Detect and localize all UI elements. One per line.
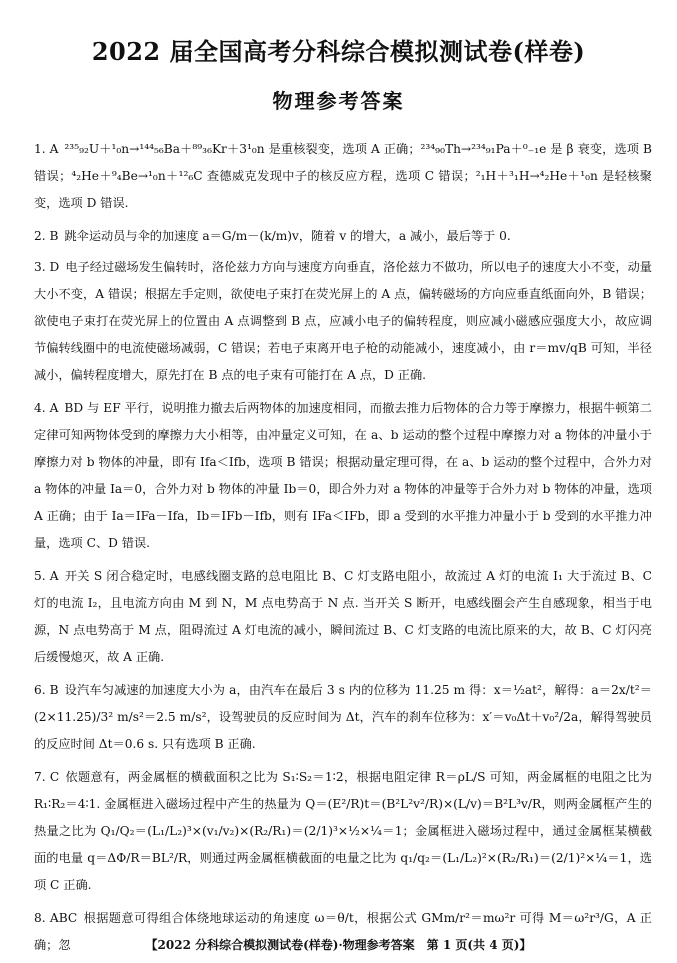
answer-item xyxy=(34,254,652,389)
answer-item xyxy=(34,223,652,250)
answer-text: ²³⁵₉₂U＋¹₀n→¹⁴⁴₅₆Ba＋⁸⁹₃₆Kr＋3¹₀n 是重核裂变，选项 A 正确；²³⁴₉₀Th→²³⁴₉₁Pa＋⁰₋₁e 是 β 衰变，选项 B 错误；⁴₂He＋⁹₄Be→¹₀n＋¹²₆C 查德威克发现中子的核反应方程，选项 C 错误；²₁H＋³₁H→⁴₂He＋¹₀n 是轻核聚变，选项 D 错误. xyxy=(34,142,652,210)
answer-item xyxy=(34,563,652,671)
answer-text: 电子经过磁场发生偏转时，洛伦兹力方向与速度方向垂直，洛伦兹力不做功，所以电子的速度大小不变，动量大小不变，A 错误；根据左手定则，欲使电子束打在荧光屏上的 A 点，偏转磁场的方向应垂直纸面向外，B 错误；欲使电子束打在荧光屏上的位置由 A 点调整到 B 点，应减小电子的偏转程度，则应减小磁感应强度大小，故应调节偏转线圈中的电流使磁场减弱，C 错误；若电子束离开电子枪的动能减小，速度减小，由 r＝mv/qB 可知，半径减小，偏转程度增大，原先打在 B 点的电子束有可能打在 A 点，D 正确. xyxy=(34,260,652,382)
answer-text: 设汽车匀减速的加速度大小为 a，由汽车在最后 3 s 内的位移为 11.25 m 得：x＝½at²，解得：a＝2x/t²＝(2×11.25)/3² m/s²＝2.5 m/s²，设驾驶员的反应时间为 Δt，汽车的刹车位移为：x′＝v₀Δt＋v₀²/2a，解得驾驶员的反应时间 Δt＝0.6 s. 只有选项 B 正确. xyxy=(34,683,652,751)
answer-item xyxy=(34,677,652,758)
answer-list xyxy=(34,136,652,959)
answer-item xyxy=(34,764,652,899)
answer-item xyxy=(34,136,652,217)
page-subtitle: 物理参考答案 xyxy=(272,89,405,113)
answer-item xyxy=(34,395,652,557)
answer-text: 跳伞运动员与伞的加速度 a＝G/m－(k/m)v，随着 v 的增大，a 减小，最后等于 0. xyxy=(64,229,511,243)
answer-number: 4. A xyxy=(34,401,59,415)
answer-number: 2. B xyxy=(34,229,59,243)
answer-number: 6. B xyxy=(34,683,59,697)
answer-number: 7. C xyxy=(34,770,60,784)
page-title: 2022 届全国高考分科综合模拟测试卷(样卷) xyxy=(91,37,586,66)
answer-text: 根据题意可得组合体绕地球运动的角速度 ω＝θ/t，根据公式 GMm/r²＝mω²r 可得 M＝ω²r³/G，A 正确；忽 xyxy=(34,911,652,952)
answer-number: 1. A xyxy=(34,142,59,156)
answer-number: 5. A xyxy=(34,569,59,583)
answer-text: 依题意有，两金属框的横截面积之比为 S₁∶S₂＝1∶2，根据电阻定律 R＝ρL/S 可知，两金属框的电阻之比为 R₁∶R₂＝4∶1. 金属框进入磁场过程中产生的热量为 Q＝(E²/R)t＝(B²L²v²/R)×(L/v)＝B²L³v/R，则两金属框产生的热量之比为 Q₁/Q₂＝(L₁/L₂)³×(v₁/v₂)×(R₂/R₁)＝(2/1)³×½×¼＝1；金属框进入磁场过程中，通过金属框某横截面的电量 q＝ΔΦ/R＝BL²/R，则通过两金属框横截面的电量之比为 q₁/q₂＝(L₁/L₂)²×(R₂/R₁)＝(2/1)²×¼＝1，选项 C 正确. xyxy=(34,770,652,892)
answer-number: 3. D xyxy=(34,260,60,274)
answer-text: BD 与 EF 平行，说明推力撤去后两物体的加速度相同，而撤去推力后物体的合力等于摩擦力，根据牛顿第二定律可知两物体受到的摩擦力大小相等，由冲量定义可知，在 a、b 运动的整个过程中摩擦力对 a 物体的冲量小于摩擦力对 b 物体的冲量，即有 Ifa＜Ifb，选项 B 错误；根据动量定理可得，在 a、b 运动的整个过程中，合外力对 a 物体的冲量 Ia＝0，合外力对 b 物体的冲量 Ib＝0，即合外力对 a 物体的冲量等于合外力对 b 物体的冲量，选项 A 正确；由于 Ia＝IFa－Ifa，Ib＝IFb－Ifb，则有 IFa＜IFb，即 a 受到的水平推力冲量小于 b 受到的水平推力冲量，选项 C、D 错误. xyxy=(34,401,652,550)
page-footer: 【2022 分科综合模拟测试卷(样卷)·物理参考答案 第 1 页(共 4 页)】 xyxy=(145,938,532,952)
answer-number: 8. ABC xyxy=(34,911,78,925)
answer-text: 开关 S 闭合稳定时，电感线圈支路的总电阻比 B、C 灯支路电阻小，故流过 A 灯的电流 I₁ 大于流过 B、C 灯的电流 I₂，且电流方向由 M 到 N，M 点电势高于 N 点. 当开关 S 断开，电感线圈会产生自感现象，相当于电源，N 点电势高于 M 点，阻碍流过 A 灯电流的减小，瞬间流过 B、C 灯支路的电流比原来的大，故 B、C 灯闪亮后缓慢熄灭，故 A 正确. xyxy=(34,569,652,664)
